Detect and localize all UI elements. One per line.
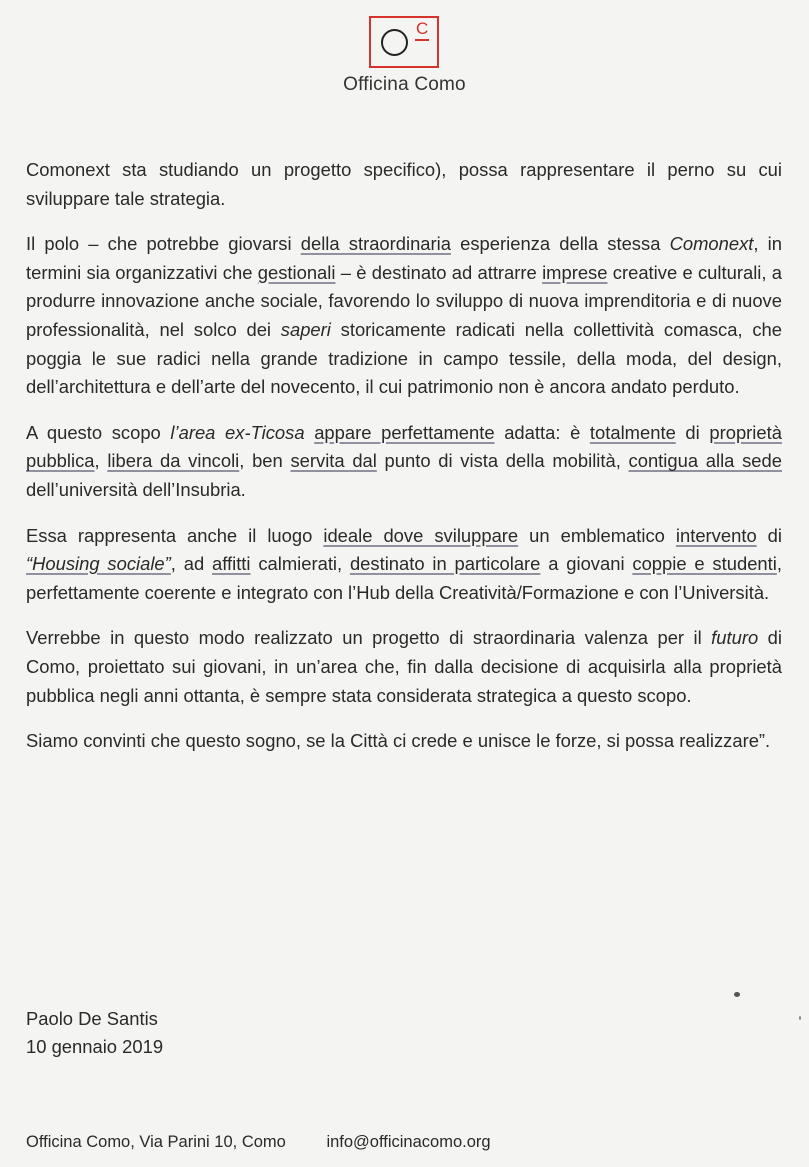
text: calmierati, [250, 553, 350, 575]
text: – è destinato ad attrarre [335, 261, 543, 283]
text: dell’università dell’Insubria. [26, 478, 246, 500]
paragraph-3 [26, 419, 782, 505]
paragraph-6 [26, 727, 782, 756]
underlined-text: ideale dove sviluppare [323, 524, 519, 546]
underlined-text: contigua alla sede [628, 450, 782, 472]
paragraph-1 [26, 156, 782, 213]
text: A questo scopo [26, 421, 171, 443]
footer-address: Officina Como, Via Parini 10, Como [26, 1133, 286, 1151]
italic-text: Comonext [669, 233, 754, 255]
logo-c-letter: C [415, 20, 429, 41]
underlined-text: affitti [212, 553, 251, 575]
paragraph-5 [26, 624, 782, 710]
text: , [94, 450, 108, 472]
text [305, 422, 315, 443]
text: creative e culturali, a produrre innovazione anche sociale, favorendo lo sviluppo di nuova imprenditoria e di nuove professionalità, nel solco dei [26, 261, 782, 340]
logo-name: Officina Como [343, 74, 466, 95]
ink-speck [799, 1016, 801, 1020]
signature-name: Paolo De Santis [26, 1008, 158, 1029]
underlined-text: della straordinaria [300, 233, 451, 255]
text: di [675, 421, 710, 443]
text: , perfettamente coerente e integrato con l’Hub della Creatività/Formazione e con l’Università. [26, 553, 782, 603]
text: adatta: è [494, 421, 590, 443]
underlined-text: gestionali [257, 261, 336, 283]
logo-mark [369, 16, 439, 68]
underlined-text: intervento [675, 524, 757, 546]
text: di Como, proiettato sui giovani, in un’area che, fin dalla decisione di acquisirla alla proprietà pubblica negli anni ottanta, è sempre stata considerata strategica a questo scopo. [26, 627, 782, 706]
italic-text: futuro [711, 627, 759, 649]
logo-o-circle-icon [381, 29, 408, 56]
underlined-text: destinato in particolare [349, 553, 541, 575]
text: Verrebbe in questo modo realizzato un progetto di straordinaria valenza per il [26, 627, 712, 649]
text: esperienza della stessa [450, 233, 670, 255]
underlined-text: imprese [542, 261, 608, 283]
italic-text: “Housing sociale” [26, 553, 171, 575]
paragraph-4 [26, 522, 782, 608]
underlined-text: appare perfettamente [314, 421, 495, 443]
text: un emblematico [518, 524, 676, 546]
underlined-text: proprietà pubblica [26, 421, 782, 472]
underlined-text: totalmente [589, 421, 676, 443]
italic-text: l’area ex-Ticosa [170, 421, 305, 443]
text: storicamente radicati nella collettività comasca, che poggia le sue radici nella grande tradizione in campo tessile, della moda, del design, dell’architettura e dell’arte del novecento, il cui patrimonio non è ancora andato perduto. [26, 318, 782, 398]
letter-body [26, 156, 782, 773]
text: Comonext sta studiando un progetto specifico), possa rappresentare il perno su cui sviluppare tale strategia. [26, 159, 782, 209]
ink-speck [734, 992, 740, 997]
text: punto di vista della mobilità, [376, 450, 629, 472]
text: , in termini sia organizzativi che [26, 233, 782, 283]
footer-email: info@officinacomo.org [326, 1133, 491, 1151]
text: , ben [239, 450, 291, 472]
text: Siamo convinti che questo sogno, se la Città ci crede e unisce le forze, si possa realizzare”. [26, 730, 771, 752]
underlined-text: libera da vincoli [107, 450, 240, 472]
paragraph-2 [26, 230, 782, 402]
text: , ad [170, 553, 212, 575]
text: di [756, 524, 782, 546]
text: Il polo – che potrebbe giovarsi [26, 233, 301, 255]
italic-text: saperi [280, 318, 331, 340]
footer [26, 1133, 491, 1152]
signature-block [26, 1005, 163, 1061]
text: Essa rappresenta anche il luogo [26, 524, 324, 546]
underlined-text: servita dal [290, 450, 377, 472]
signature-date: 10 gennaio 2019 [26, 1036, 164, 1057]
text: a giovani [540, 553, 633, 575]
underlined-text: coppie e studenti [632, 553, 777, 575]
